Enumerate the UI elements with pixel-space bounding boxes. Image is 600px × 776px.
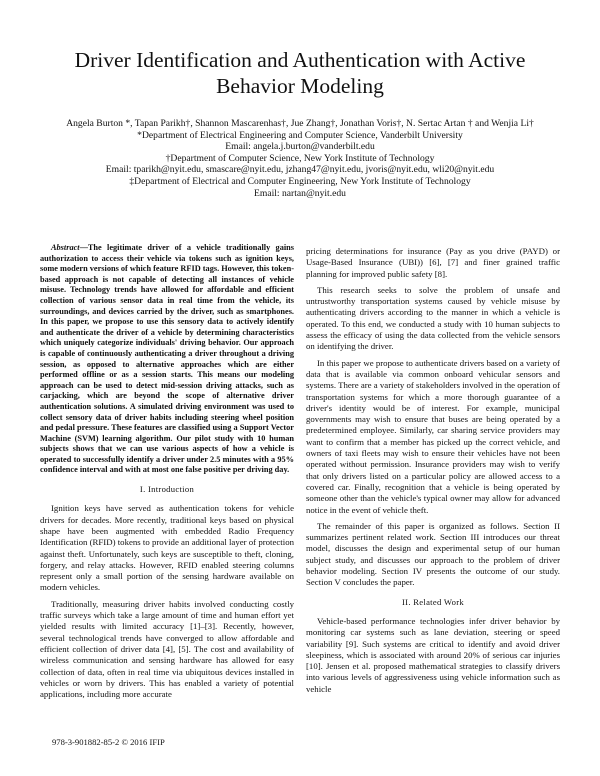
affiliation-3: ‡Department of Electrical and Computer Engineering, New York Institute of Technology <box>129 175 471 187</box>
paragraph: In this paper we propose to authenticate drivers based on a variety of data that is available via common onboard vehicular sensors and systems. There are a variety of stakeholders involved in the operation of transportation systems for which a more thorough guarantee of a driver's identity would be of interest. For example, municipal governments may wish to ensure that buses are being operated by a predetermined employee. Similarly, car sharing service providers may want to confirm that a member has picked up the correct vehicle, and owners of taxi fleets may wish to ensure their vehicles have not been operated without permission. Insurance providers may wish to verify that only drivers listed on a particular policy are allowed access to a covered car. Finally, recognition that a vehicle is being operated by someone other than the vehicle's typical owner may allow for advanced notice in the event of vehicle theft. <box>306 357 560 515</box>
paragraph: The remainder of this paper is organized as follows. Section II summarizes pertinent related work. Section III introduces our threat model, discusses the design and experimental setup of our human subject study, and discusses our approach to the problem of driver behavior modeling. Section IV presents the outcome of our study. Section V concludes the paper. <box>306 520 560 588</box>
abstract <box>40 243 294 476</box>
affiliation-1: *Department of Electrical Engineering and Computer Science, Vanderbilt University <box>137 129 463 141</box>
section-heading-introduction: I. Introduction <box>139 484 195 495</box>
copyright-footer: 978-3-901882-85-2 © 2016 IFIP <box>52 737 165 747</box>
email-2: Email: tparikh@nyit.edu, smascare@nyit.edu, jzhang47@nyit.edu, jvoris@nyit.edu, wli20@nyit.edu <box>105 164 495 176</box>
affiliation-2: †Department of Computer Science, New York Institute of Technology <box>165 152 435 164</box>
abstract-text: —The legitimate driver of a vehicle traditionally gains authorization to access their vehicle via tokens such as ignition keys, some modern versions of which feature RFID tags. However, this token-based approach is not capable of detecting all instances of vehicle misuse. Technology trends have allowed for affordable and efficient collection of various sensor data in real time from the vehicle, its surroundings, and devices carried by the driver, such as smartphones. In this paper, we propose to use this sensory data to actively identify and authenticate the driver of a vehicle by determining characteristics which uniquely categorize individuals' driving behavior. Our approach is capable of continuously authenticating a driver throughout a driving session, as opposed to alternative approaches which are either performed offline or as a session starts. This means our modeling approach can be used to detect mid-session driving attacks, such as carjacking, which are beyond the scope of alternative driver authentication solutions. A simulated driving environment was used to collect sensory data of driver habits including steering wheel position and pedal pressure. These features are classified using a Support Vector Machine (SVM) learning algorithm. Our pilot study with 10 human subjects shows that we can use various aspects of how a vehicle is operated to successfully identify a driver under 2.5 minutes with a 95% confidence interval and with at most one false positive per driving day. <box>40 243 294 475</box>
right-column <box>306 246 560 700</box>
abstract-label: Abstract <box>51 243 80 252</box>
left-column <box>40 243 294 705</box>
paragraph: Vehicle-based performance technologies infer driver behavior by monitoring car systems such as lane deviation, steering or speed variability [9]. Such systems are critical to identify and avoid driver sleepiness, which is associated with around 20% of serious car injuries [10]. Jensen et al. proposed mathematical strategies to classify drivers into various levels of aggressiveness using vehicle information such as vehicle <box>306 615 560 694</box>
author-block <box>36 118 564 199</box>
author-list: Angela Burton *, Tapan Parikh†, Shannon Mascarenhas†, Jue Zhang†, Jonathan Voris†, N. Sertac Artan † and Wenjia Li† <box>66 118 534 129</box>
paragraph: pricing determinations for insurance (Pay as you drive (PAYD) or Usage-Based Insurance (UBI)) [6], [7] and finer grained traffic planning for improved public safety [8]. <box>306 246 560 279</box>
paragraph: Ignition keys have served as authentication tokens for vehicle drivers for decades. More recently, traditional keys based on physical shape have been augmented with embedded Radio Frequency Identification (RFID) tokens to provide an additional layer of protection against theft. Unfortunately, such keys are susceptible to theft, cloning, forgery, and relay attacks. However, RFID enabled steering columns represent only a small portion of the sensing hardware available on modern vehicles. <box>40 503 294 593</box>
paragraph: This research seeks to solve the problem of unsafe and untrustworthy transportation systems caused by vehicle misuse by authenticating drivers according to the manner in which a vehicle is operated. To this end, we conducted a study with 10 human subjects to assess the efficacy of using the data collected from the vehicle sensors on identifying the driver. <box>306 284 560 352</box>
paragraph: Traditionally, measuring driver habits involved conducting costly traffic surveys which take a large amount of time and human effort yet yielded results with limited accuracy [1]–[3]. Recently, however, several technological trends have converged to allow affordable and efficient collection of driver data [4], [5]. The cost and availability of wireless communication and sensing hardware has allowed for easy collection of data, often in real time via ubiquitous devices installed in vehicles or worn by drivers. This has enabled a variety of potential applications, including more accurate <box>40 598 294 700</box>
email-3: Email: nartan@nyit.edu <box>254 187 346 199</box>
section-heading-related-work: II. Related Work <box>402 596 464 607</box>
paper-title: Driver Identification and Authentication with Active Behavior Modeling <box>74 48 526 98</box>
email-1: Email: angela.j.burton@vanderbilt.edu <box>225 141 375 153</box>
